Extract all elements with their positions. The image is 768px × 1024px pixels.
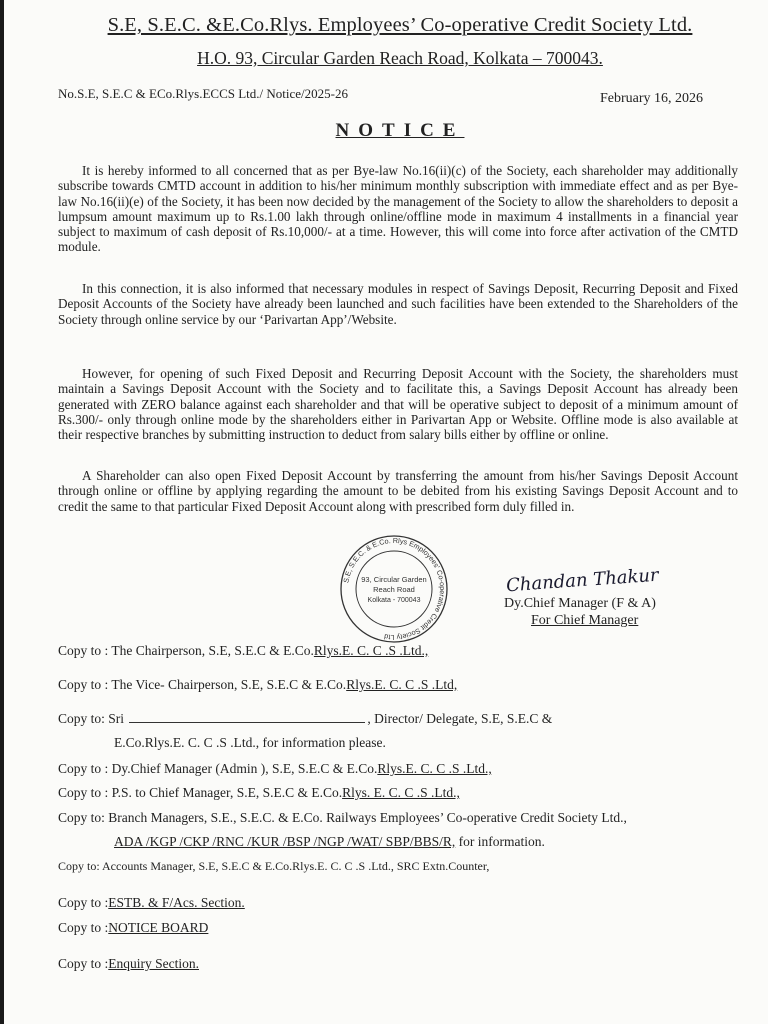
copy-9-underlined: NOTICE BOARD	[108, 920, 209, 935]
copy-5-text: Copy to : P.S. to Chief Manager, S.E, S.E.C & E.Co.	[58, 785, 343, 800]
signatory-designation: Dy.Chief Manager (F & A)	[504, 596, 656, 611]
copy-2-underlined: Rlys.E. C. C .S .Ltd,	[346, 677, 458, 692]
reference-number: No.S.E, S.E.C & ECo.Rlys.ECCS Ltd./ Notice/2025-26	[58, 86, 348, 101]
society-seal	[334, 534, 454, 644]
copy-8-underlined: ESTB. & F/Acs. Section.	[108, 895, 245, 910]
copy-6-suffix: for information.	[455, 834, 545, 849]
copy-4-text: Copy to : Dy.Chief Manager (Admin ), S.E, S.E.C & E.Co.	[58, 761, 378, 776]
copy-line-9	[58, 920, 208, 936]
branch-codes: ADA /KGP /CKP /RNC /KUR /BSP /NGP /WAT/ SBP/BBS/R,	[114, 834, 456, 849]
copy-line-8	[58, 895, 245, 911]
signature-script: Chandan Thakur	[505, 564, 660, 597]
copy-line-2	[58, 677, 457, 693]
copy-10-text: Copy to :	[58, 956, 109, 971]
copy-5-underlined: Rlys. E. C. C .S .Ltd.,	[342, 785, 460, 800]
copy-8-text: Copy to :	[58, 895, 109, 910]
name-blank-line	[129, 712, 365, 723]
society-name: S.E, S.E.C. &E.Co.Rlys. Employees’ Co-operative Credit Society Ltd.	[107, 14, 693, 36]
copy-1-text: Copy to : The Chairperson, S.E, S.E.C & E.Co.	[58, 643, 314, 658]
copy-line-10	[58, 956, 199, 972]
seal-line-1: 93, Circular Garden	[361, 575, 427, 584]
paragraph-1: It is hereby informed to all concerned that as per Bye-law No.16(ii)(c) of the Society, each shareholder may additionally subscribe towards CMTD account in addition to his/her minimum monthly subscription with immediate effect and as per Bye-law No.16(ii)(e) of the Society, it has been now decided by the management of the Society to allow the shareholders to deposit a lumpsum amount maximum up to Rs.1.00 lakh through online/offline mode in maximum 4 installments in a financial year subject to maximum of cash deposit of Rs.10,000/- at a time. However, this will come into force after activation of the CMTD module.	[58, 163, 738, 255]
seal-line-2: Reach Road	[373, 585, 415, 594]
notice-date: February 16, 2026	[600, 91, 704, 106]
scan-edge	[0, 0, 4, 1024]
copy-line-4	[58, 761, 492, 777]
copy-line-3	[58, 711, 552, 727]
signatory-for: For Chief Manager	[531, 613, 639, 628]
copy-line-6b	[114, 834, 545, 850]
copy-line-3b: E.Co.Rlys.E. C. C .S .Ltd., for information please.	[114, 735, 386, 750]
copy-9-text: Copy to :	[58, 920, 109, 935]
copy-line-6: Copy to: Branch Managers, S.E., S.E.C. & E.Co. Railways Employees’ Co-operative Credit Society Ltd.,	[58, 810, 627, 825]
society-address: H.O. 93, Circular Garden Reach Road, Kolkata – 700043.	[197, 48, 603, 68]
notice-title: NOTICE	[335, 120, 465, 141]
copy-3-suffix: , Director/ Delegate, S.E, S.E.C &	[367, 711, 553, 726]
copy-4-underlined: Rlys.E. C. C .S .Ltd.,	[377, 761, 492, 776]
paragraph-4: A Shareholder can also open Fixed Deposit Account by transferring the amount from his/her Savings Deposit Account through online or offline by applying regarding the amount to be debited from his existing Savings Deposit Account and to credit the same to that particular Fixed Deposit Account along with prescribed form duly filled in.	[58, 468, 738, 514]
copy-line-7: Copy to: Accounts Manager, S.E, S.E.C & E.Co.Rlys.E. C. C .S .Ltd., SRC Extn.Counter,	[58, 859, 490, 873]
paragraph-2: In this connection, it is also informed that necessary modules in respect of Savings Deposit, Recurring Deposit and Fixed Deposit Accounts of the Society have already been launched and such facilities have been extended to the Shareholders of the Society through online service by our ‘Parivartan App’/Website.	[58, 281, 738, 327]
seal-ring-text: S.E, S.E.C. & E.Co. Rlys Employees' Co-operative Credit Society Ltd	[341, 535, 448, 643]
copy-line-1	[58, 643, 428, 659]
copy-2-text: Copy to : The Vice- Chairperson, S.E, S.E.C & E.Co.	[58, 677, 347, 692]
paragraph-3: However, for opening of such Fixed Deposit and Recurring Deposit Account with the Society, the shareholders must maintain a Savings Deposit Account with the Society and to facilitate this, a Savings Deposit Account has already been generated with ZERO balance against each shareholder and that will be operative subject to deposit of a minimum amount of Rs.300/- only through online mode by the shareholders either in Parivartan App or Website. Offline mode is also available at their respective branches by submitting instruction to deduct from salary bills either by offline or online.	[58, 366, 738, 443]
copy-1-underlined: Rlys.E. C. C .S .Ltd.,	[313, 643, 429, 658]
copy-3-text: Copy to: Sri	[58, 711, 125, 726]
copy-line-5	[58, 785, 460, 801]
copy-10-underlined: Enquiry Section.	[108, 956, 200, 971]
seal-line-3: Kolkata - 700043	[367, 597, 421, 604]
